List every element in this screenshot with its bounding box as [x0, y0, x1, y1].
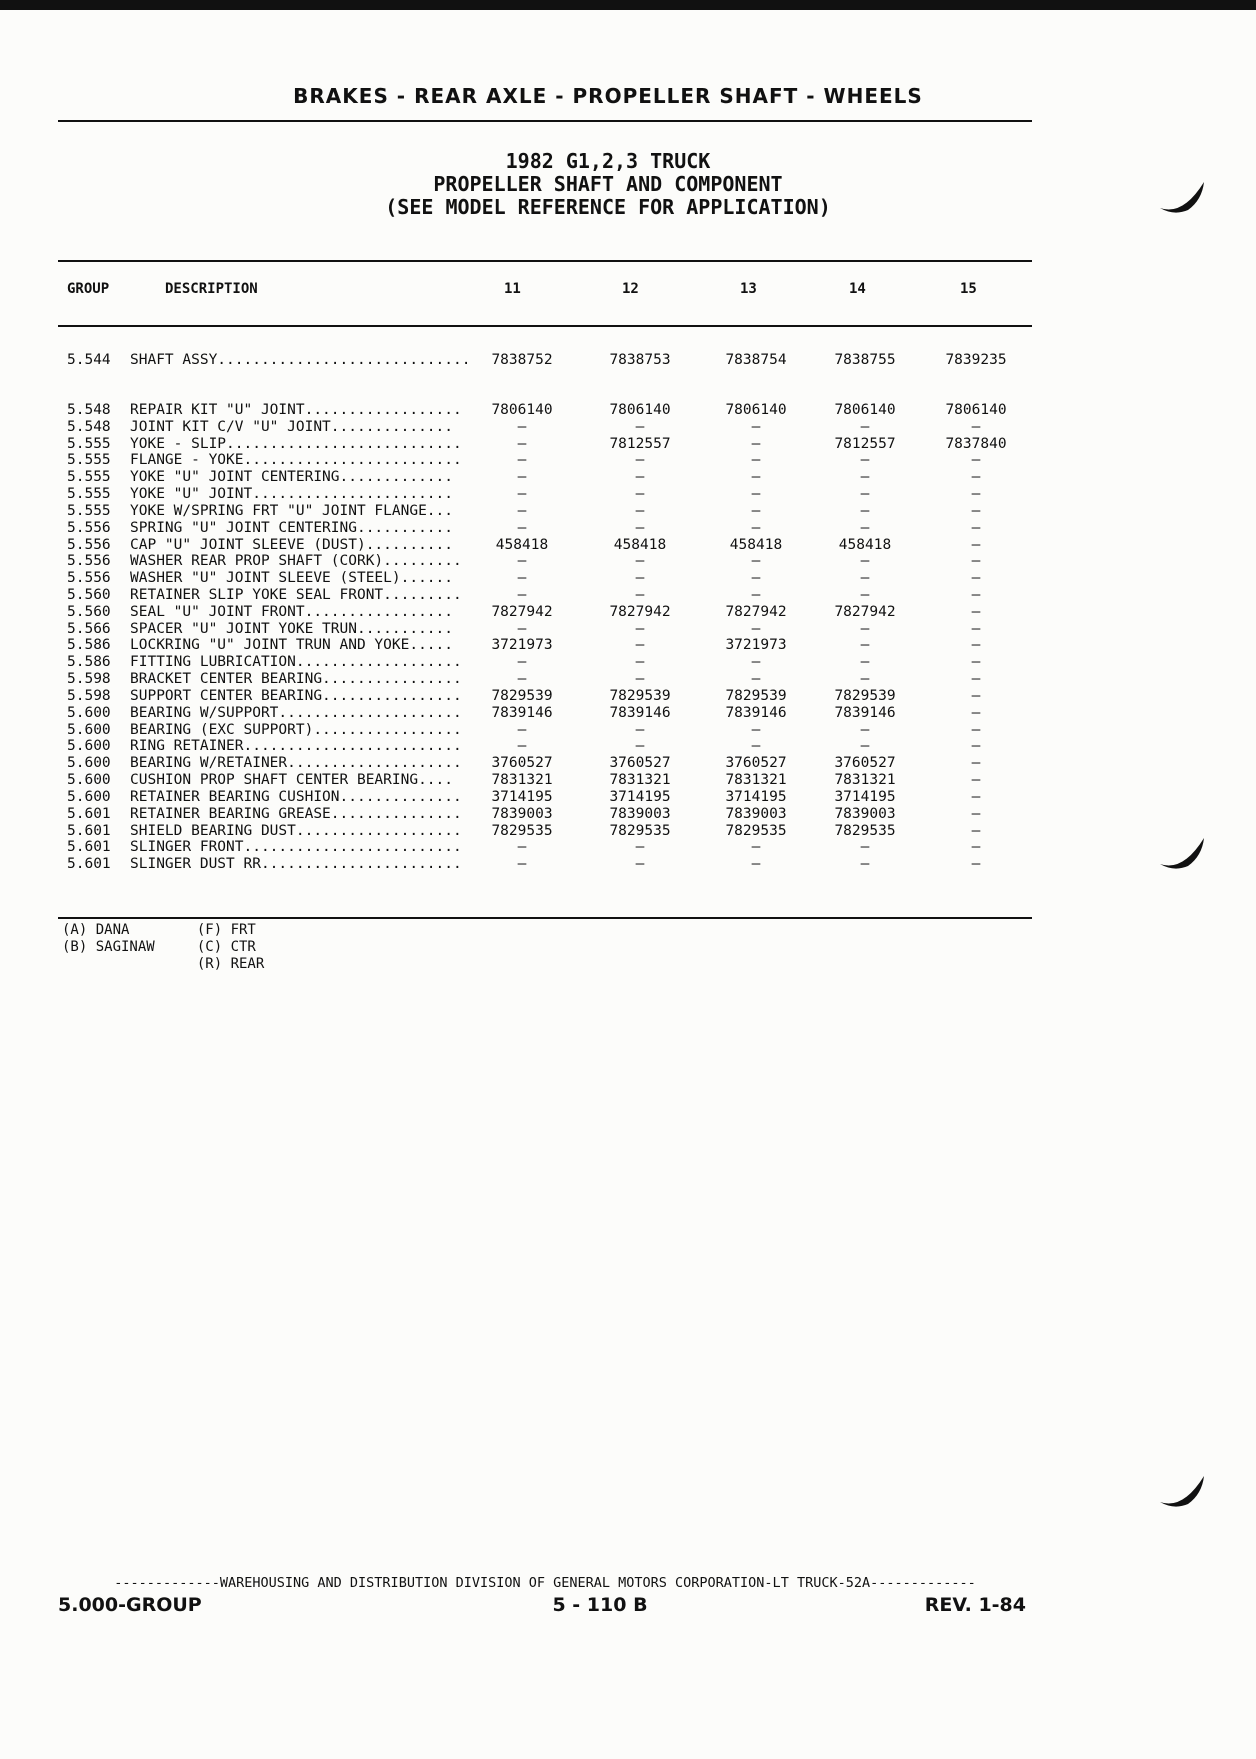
title-line-3: (SEE MODEL REFERENCE FOR APPLICATION) — [385, 195, 831, 219]
row-part-number-col-13: 7831321 — [725, 772, 787, 789]
row-part-number-col-13: — — [751, 469, 761, 486]
row-part-number-col-11: — — [517, 856, 527, 873]
row-part-number-col-12: — — [635, 856, 645, 873]
footer-page-number: 5 - 110 B — [552, 1594, 648, 1616]
row-description: YOKE - SLIP........................... — [130, 435, 462, 452]
row-part-number-col-12: — — [635, 418, 645, 435]
row-description: FITTING LUBRICATION................... — [130, 654, 462, 671]
title-line-1: 1982 G1,2,3 TRUCK — [505, 149, 711, 173]
table-row — [0, 587, 1256, 604]
table-row — [0, 503, 1256, 520]
row-part-number-col-13: 3721973 — [725, 637, 787, 654]
row-part-number-col-13: — — [751, 519, 761, 536]
binder-punch-mark-icon — [1158, 834, 1208, 874]
row-part-number-col-14: — — [860, 486, 870, 503]
row-part-number-col-13: — — [751, 856, 761, 873]
row-part-number-col-15: — — [971, 856, 981, 873]
row-part-number-col-14: — — [860, 738, 870, 755]
row-description: JOINT KIT C/V "U" JOINT.............. — [130, 418, 454, 435]
footer-revision: REV. 1-84 — [924, 1594, 1026, 1616]
row-part-number-col-14: 7831321 — [834, 772, 896, 789]
column-header-12: 12 — [622, 281, 639, 297]
column-header-13: 13 — [740, 281, 757, 297]
row-group-code: 5.601 — [67, 822, 111, 839]
row-part-number-col-14: 7839146 — [834, 704, 896, 721]
row-part-number-col-12: — — [635, 587, 645, 604]
row-part-number-col-15: — — [971, 822, 981, 839]
row-part-number-col-14: — — [860, 519, 870, 536]
row-part-number-col-15: — — [971, 486, 981, 503]
row-description: WASHER REAR PROP SHAFT (CORK)......... — [130, 553, 462, 570]
row-part-number-col-14: — — [860, 839, 870, 856]
column-header-14: 14 — [849, 281, 866, 297]
row-part-number-col-15: — — [971, 738, 981, 755]
row-part-number-col-11: 7806140 — [491, 402, 553, 418]
column-header-15: 15 — [960, 281, 977, 297]
table-row — [0, 705, 1256, 722]
row-part-number-col-14: — — [860, 856, 870, 873]
row-part-number-col-12: 7839003 — [609, 805, 671, 822]
table-row — [0, 486, 1256, 503]
row-part-number-col-11: — — [517, 519, 527, 536]
row-part-number-col-12: — — [635, 519, 645, 536]
row-part-number-col-13: 7806140 — [725, 402, 787, 418]
row-part-number-col-15: — — [971, 805, 981, 822]
legend-line-2: (B) SAGINAW (C) CTR — [62, 939, 256, 955]
table-bottom-rule — [58, 917, 1032, 919]
row-part-number-col-14: — — [860, 587, 870, 604]
table-row — [0, 839, 1256, 856]
row-part-number-col-15: 7806140 — [945, 402, 1007, 418]
row-part-number-col-15: — — [971, 603, 981, 620]
row-part-number-col-15: — — [971, 755, 981, 772]
row-part-number-col-14: 7827942 — [834, 603, 896, 620]
row-part-number-col-13: — — [751, 435, 761, 452]
column-header-11: 11 — [504, 281, 521, 297]
table-row — [0, 402, 1256, 419]
row-description: RETAINER BEARING GREASE............... — [130, 805, 462, 822]
row-part-number-col-13: — — [751, 738, 761, 755]
row-group-code: 5.555 — [67, 435, 111, 452]
row-part-number-col-11: — — [517, 587, 527, 604]
table-row — [0, 621, 1256, 638]
row-group-code: 5.555 — [67, 486, 111, 503]
row-part-number-col-13: 7829535 — [725, 822, 787, 839]
row-part-number-col-11: — — [517, 738, 527, 755]
row-part-number-col-12: 7812557 — [609, 435, 671, 452]
row-part-number-col-11: — — [517, 570, 527, 587]
row-part-number-col-13: — — [751, 418, 761, 435]
title-block — [58, 150, 1158, 219]
row-description: WASHER "U" JOINT SLEEVE (STEEL)...... — [130, 570, 454, 587]
row-part-number-col-11: 3714195 — [491, 788, 553, 805]
row-group-code: 5.560 — [67, 587, 111, 604]
row-description: LOCKRING "U" JOINT TRUN AND YOKE..... — [130, 637, 454, 654]
row-part-number-col-15: — — [971, 687, 981, 704]
row-part-number-col-12: 7838753 — [609, 352, 671, 368]
row-part-number-col-11: 3760527 — [491, 755, 553, 772]
row-part-number-col-13: 7829539 — [725, 687, 787, 704]
row-group-code: 5.548 — [67, 402, 111, 418]
row-part-number-col-14: 7829539 — [834, 687, 896, 704]
row-part-number-col-14: 3714195 — [834, 788, 896, 805]
row-part-number-col-11: — — [517, 839, 527, 856]
row-part-number-col-14: 7829535 — [834, 822, 896, 839]
row-description: BEARING (EXC SUPPORT)................. — [130, 721, 462, 738]
row-part-number-col-15: — — [971, 654, 981, 671]
row-part-number-col-15: — — [971, 704, 981, 721]
row-part-number-col-13: — — [751, 721, 761, 738]
row-part-number-col-12: — — [635, 553, 645, 570]
table-row — [0, 772, 1256, 789]
row-group-code: 5.556 — [67, 553, 111, 570]
row-part-number-col-14: 458418 — [838, 536, 892, 553]
row-description: FLANGE - YOKE......................... — [130, 452, 462, 469]
page-header-title: BRAKES - REAR AXLE - PROPELLER SHAFT - WHEELS — [293, 84, 923, 108]
table-row — [0, 419, 1256, 436]
row-part-number-col-12: — — [635, 654, 645, 671]
row-description: YOKE "U" JOINT CENTERING............. — [130, 469, 454, 486]
row-description: YOKE "U" JOINT....................... — [130, 486, 454, 503]
row-part-number-col-11: 7827942 — [491, 603, 553, 620]
table-row — [0, 637, 1256, 654]
row-group-code: 5.600 — [67, 704, 111, 721]
row-part-number-col-12: 7827942 — [609, 603, 671, 620]
row-part-number-col-13: 3760527 — [725, 755, 787, 772]
row-group-code: 5.600 — [67, 788, 111, 805]
row-part-number-col-13: — — [751, 654, 761, 671]
row-part-number-col-15: — — [971, 570, 981, 587]
footer-group-label: 5.000-GROUP — [58, 1594, 202, 1616]
row-description: RETAINER BEARING CUSHION.............. — [130, 788, 462, 805]
row-group-code: 5.566 — [67, 620, 111, 637]
title-line-2: PROPELLER SHAFT AND COMPONENT — [433, 172, 783, 196]
row-part-number-col-15: — — [971, 452, 981, 469]
row-group-code: 5.560 — [67, 603, 111, 620]
row-group-code: 5.586 — [67, 654, 111, 671]
table-row — [0, 671, 1256, 688]
row-description: BEARING W/SUPPORT..................... — [130, 704, 462, 721]
table-row — [0, 452, 1256, 469]
row-part-number-col-15: — — [971, 502, 981, 519]
row-part-number-col-11: — — [517, 469, 527, 486]
row-description: BEARING W/RETAINER.................... — [130, 755, 462, 772]
row-description: SUPPORT CENTER BEARING................ — [130, 687, 462, 704]
row-part-number-col-14: — — [860, 721, 870, 738]
row-part-number-col-11: 3721973 — [491, 637, 553, 654]
row-group-code: 5.548 — [67, 418, 111, 435]
row-description: CUSHION PROP SHAFT CENTER BEARING.... — [130, 772, 454, 789]
row-part-number-col-13: — — [751, 620, 761, 637]
row-part-number-col-13: 7839146 — [725, 704, 787, 721]
row-part-number-col-11: 458418 — [495, 536, 549, 553]
binder-punch-mark-icon — [1158, 178, 1208, 218]
row-part-number-col-11: — — [517, 502, 527, 519]
row-description: RING RETAINER......................... — [130, 738, 462, 755]
row-description: SHIELD BEARING DUST................... — [130, 822, 462, 839]
row-group-code: 5.600 — [67, 738, 111, 755]
table-row — [0, 738, 1256, 755]
row-part-number-col-12: — — [635, 502, 645, 519]
row-part-number-col-12: 3760527 — [609, 755, 671, 772]
row-part-number-col-13: 7839003 — [725, 805, 787, 822]
row-part-number-col-15: — — [971, 587, 981, 604]
row-part-number-col-14: — — [860, 637, 870, 654]
row-part-number-col-11: 7829539 — [491, 687, 553, 704]
row-description: RETAINER SLIP YOKE SEAL FRONT......... — [130, 587, 462, 604]
row-part-number-col-12: — — [635, 637, 645, 654]
row-group-code: 5.586 — [67, 637, 111, 654]
row-part-number-col-15: — — [971, 620, 981, 637]
row-part-number-col-12: — — [635, 469, 645, 486]
row-part-number-col-13: 458418 — [729, 536, 783, 553]
row-part-number-col-13: — — [751, 452, 761, 469]
table-row — [0, 722, 1256, 739]
row-part-number-col-14: 7838755 — [834, 352, 896, 368]
row-description: SPRING "U" JOINT CENTERING........... — [130, 519, 454, 536]
footnote-legend — [62, 922, 264, 973]
row-part-number-col-12: 7806140 — [609, 402, 671, 418]
row-part-number-col-14: — — [860, 654, 870, 671]
row-part-number-col-15: — — [971, 839, 981, 856]
table-row — [0, 553, 1256, 570]
table-row — [0, 537, 1256, 554]
row-part-number-col-14: — — [860, 452, 870, 469]
row-part-number-col-14: — — [860, 570, 870, 587]
row-group-code: 5.555 — [67, 452, 111, 469]
table-row — [0, 352, 1256, 369]
row-part-number-col-11: 7831321 — [491, 772, 553, 789]
row-part-number-col-15: — — [971, 519, 981, 536]
row-part-number-col-12: — — [635, 738, 645, 755]
row-group-code: 5.556 — [67, 570, 111, 587]
row-part-number-col-14: — — [860, 502, 870, 519]
row-part-number-col-13: — — [751, 502, 761, 519]
column-header-description: DESCRIPTION — [165, 281, 258, 297]
row-part-number-col-15: 7837840 — [945, 435, 1007, 452]
row-group-code: 5.556 — [67, 519, 111, 536]
row-description: SPACER "U" JOINT YOKE TRUN........... — [130, 620, 454, 637]
table-header-rule — [58, 325, 1032, 327]
row-part-number-col-15: — — [971, 637, 981, 654]
table-row — [0, 570, 1256, 587]
row-part-number-col-11: — — [517, 671, 527, 688]
row-part-number-col-11: 7838752 — [491, 352, 553, 368]
header-rule — [58, 120, 1032, 122]
footer-division-line: -------------WAREHOUSING AND DISTRIBUTION DIVISION OF GENERAL MOTORS CORPORATION-LT TRUCK-52A------------- — [114, 1575, 976, 1591]
row-part-number-col-14: — — [860, 671, 870, 688]
row-part-number-col-14: 7806140 — [834, 402, 896, 418]
row-part-number-col-13: — — [751, 671, 761, 688]
row-group-code: 5.598 — [67, 671, 111, 688]
row-description: SEAL "U" JOINT FRONT................. — [130, 603, 454, 620]
row-part-number-col-11: — — [517, 452, 527, 469]
table-row — [0, 688, 1256, 705]
row-part-number-col-12: 7831321 — [609, 772, 671, 789]
row-description: SLINGER DUST RR....................... — [130, 856, 462, 873]
row-part-number-col-13: — — [751, 553, 761, 570]
binder-punch-mark-icon — [1158, 1472, 1208, 1512]
row-part-number-col-13: 7838754 — [725, 352, 787, 368]
row-part-number-col-15: — — [971, 536, 981, 553]
row-part-number-col-14: 7812557 — [834, 435, 896, 452]
row-group-code: 5.601 — [67, 839, 111, 856]
row-part-number-col-11: — — [517, 620, 527, 637]
table-row — [0, 789, 1256, 806]
row-part-number-col-12: 7829535 — [609, 822, 671, 839]
row-group-code: 5.600 — [67, 772, 111, 789]
table-row — [0, 823, 1256, 840]
row-part-number-col-12: — — [635, 839, 645, 856]
row-part-number-col-15: — — [971, 788, 981, 805]
table-row — [0, 654, 1256, 671]
row-part-number-col-15: — — [971, 469, 981, 486]
row-part-number-col-12: — — [635, 671, 645, 688]
row-part-number-col-14: 7839003 — [834, 805, 896, 822]
row-part-number-col-12: — — [635, 570, 645, 587]
row-part-number-col-13: — — [751, 839, 761, 856]
row-part-number-col-13: — — [751, 587, 761, 604]
row-group-code: 5.600 — [67, 721, 111, 738]
row-part-number-col-13: — — [751, 486, 761, 503]
row-description: SLINGER FRONT......................... — [130, 839, 462, 856]
legend-line-1: (A) DANA (F) FRT — [62, 922, 256, 938]
row-part-number-col-12: — — [635, 452, 645, 469]
row-part-number-col-15: — — [971, 553, 981, 570]
row-part-number-col-14: — — [860, 469, 870, 486]
row-part-number-col-11: — — [517, 418, 527, 435]
table-row — [0, 755, 1256, 772]
row-part-number-col-12: — — [635, 620, 645, 637]
row-part-number-col-14: — — [860, 418, 870, 435]
table-row — [0, 604, 1256, 621]
row-group-code: 5.544 — [67, 352, 111, 368]
table-row — [0, 856, 1256, 873]
row-description: CAP "U" JOINT SLEEVE (DUST).......... — [130, 536, 454, 553]
row-part-number-col-12: 458418 — [613, 536, 667, 553]
row-description: YOKE W/SPRING FRT "U" JOINT FLANGE... — [130, 502, 454, 519]
row-group-code: 5.600 — [67, 755, 111, 772]
row-part-number-col-11: — — [517, 553, 527, 570]
row-part-number-col-11: — — [517, 486, 527, 503]
row-group-code: 5.601 — [67, 856, 111, 873]
table-row — [0, 806, 1256, 823]
row-group-code: 5.556 — [67, 536, 111, 553]
table-row — [0, 436, 1256, 453]
row-part-number-col-12: — — [635, 721, 645, 738]
row-part-number-col-12: 7839146 — [609, 704, 671, 721]
row-part-number-col-11: 7839146 — [491, 704, 553, 721]
row-group-code: 5.555 — [67, 502, 111, 519]
top-edge-bar — [0, 0, 1256, 10]
row-part-number-col-15: — — [971, 721, 981, 738]
table-top-rule — [58, 260, 1032, 262]
row-part-number-col-11: — — [517, 721, 527, 738]
row-part-number-col-11: 7839003 — [491, 805, 553, 822]
table-row — [0, 469, 1256, 486]
row-group-code: 5.555 — [67, 469, 111, 486]
legend-line-3: (R) REAR — [62, 956, 265, 972]
row-part-number-col-12: 7829539 — [609, 687, 671, 704]
row-part-number-col-15: — — [971, 671, 981, 688]
row-group-code: 5.601 — [67, 805, 111, 822]
row-part-number-col-12: — — [635, 486, 645, 503]
row-part-number-col-15: — — [971, 418, 981, 435]
row-part-number-col-13: 3714195 — [725, 788, 787, 805]
row-part-number-col-15: 7839235 — [945, 352, 1007, 368]
row-part-number-col-14: 3760527 — [834, 755, 896, 772]
row-description: REPAIR KIT "U" JOINT.................. — [130, 402, 462, 418]
row-part-number-col-11: 7829535 — [491, 822, 553, 839]
row-group-code: 5.598 — [67, 687, 111, 704]
column-header-group: GROUP — [67, 281, 110, 297]
row-part-number-col-13: — — [751, 570, 761, 587]
row-description: SHAFT ASSY............................. — [130, 352, 471, 368]
row-part-number-col-14: — — [860, 620, 870, 637]
row-part-number-col-12: 3714195 — [609, 788, 671, 805]
row-part-number-col-13: 7827942 — [725, 603, 787, 620]
row-part-number-col-11: — — [517, 654, 527, 671]
row-part-number-col-15: — — [971, 772, 981, 789]
row-part-number-col-14: — — [860, 553, 870, 570]
row-description: BRACKET CENTER BEARING................ — [130, 671, 462, 688]
row-part-number-col-11: — — [517, 435, 527, 452]
table-row — [0, 520, 1256, 537]
